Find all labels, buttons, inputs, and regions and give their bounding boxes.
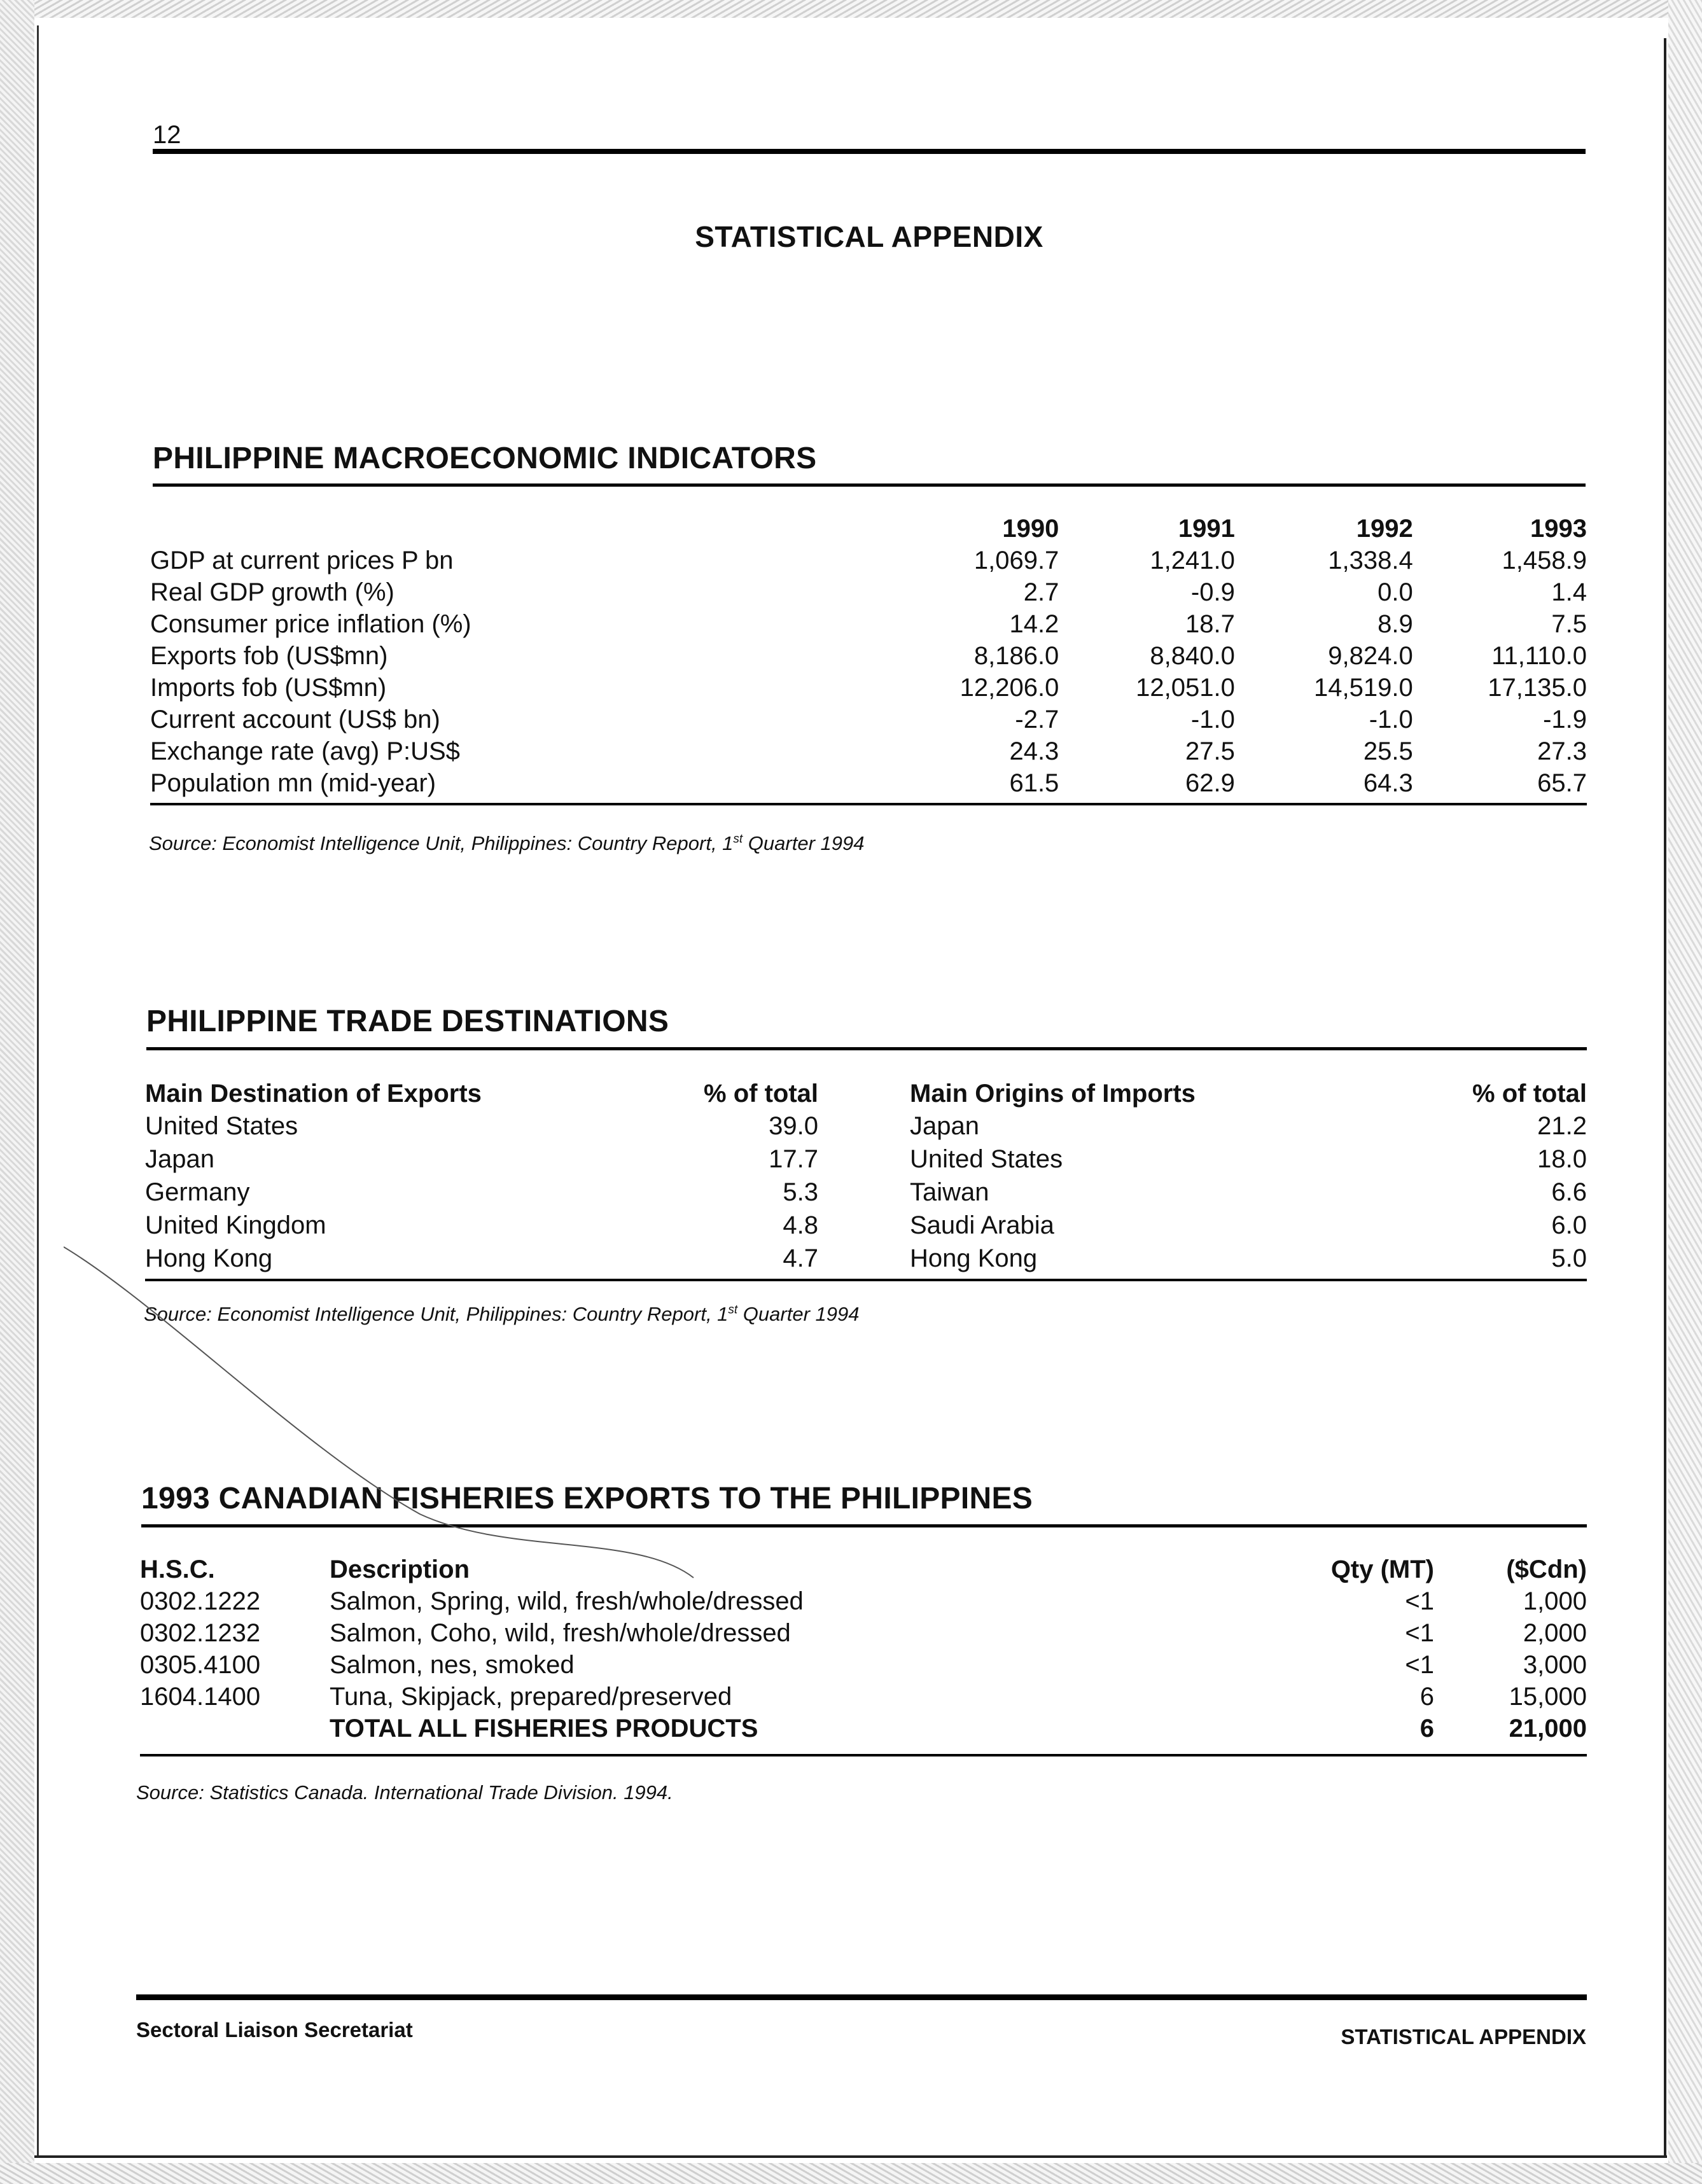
- country-share: 17.7: [769, 1145, 818, 1173]
- quantity-mt: <1: [1405, 1619, 1434, 1647]
- macro-row: [150, 608, 1587, 640]
- exports-row: [145, 1176, 818, 1209]
- year-header: 1993: [1530, 515, 1587, 543]
- page-border-right: [1664, 38, 1666, 2157]
- header-rule: [153, 149, 1586, 154]
- fisheries-bottom-rule: [140, 1754, 1587, 1756]
- product-description: Tuna, Skipjack, prepared/preserved: [330, 1683, 732, 1711]
- indicator-value: -1.9: [1543, 706, 1587, 734]
- indicator-value: 12,051.0: [1136, 674, 1235, 702]
- indicator-value: 8.9: [1378, 610, 1413, 638]
- macro-header-row: [150, 513, 1587, 545]
- imports-pct-header: % of total: [1472, 1080, 1587, 1108]
- exports-row: [145, 1143, 818, 1176]
- indicator-value: 27.3: [1537, 737, 1587, 765]
- hsc-header: H.S.C.: [140, 1555, 215, 1583]
- scan-edge-bottom: [0, 2163, 1702, 2184]
- indicator-label: Exchange rate (avg) P:US$: [150, 737, 460, 765]
- pen-mark: [64, 1234, 764, 1590]
- quantity-mt: 6: [1419, 1715, 1434, 1742]
- page-border-bottom: [34, 2155, 1667, 2158]
- macro-row: [150, 545, 1587, 576]
- indicator-value: 14,519.0: [1314, 674, 1413, 702]
- indicator-value: 1,069.7: [973, 546, 1059, 574]
- hsc-code: 0302.1222: [140, 1587, 261, 1615]
- qty-header: Qty (MT): [1330, 1555, 1434, 1583]
- fisheries-source-note: Source: Statistics Canada. International Trade Division. 1994.: [136, 1781, 673, 1804]
- product-description: TOTAL ALL FISHERIES PRODUCTS: [330, 1715, 758, 1742]
- scan-edge-left: [0, 0, 34, 2184]
- country-share: 21.2: [1537, 1112, 1587, 1140]
- indicator-value: 1.4: [1551, 578, 1587, 606]
- exports-header: Main Destination of Exports: [145, 1080, 482, 1108]
- product-description: Salmon, Spring, wild, fresh/whole/dressed: [330, 1587, 804, 1615]
- indicator-value: 17,135.0: [1488, 674, 1587, 702]
- indicator-value: 12,206.0: [959, 674, 1059, 702]
- indicator-label: GDP at current prices P bn: [150, 546, 454, 574]
- indicator-value: 27.5: [1185, 737, 1235, 765]
- imports-header: Main Origins of Imports: [910, 1080, 1196, 1108]
- country-name: Hong Kong: [145, 1244, 273, 1272]
- year-header: 1991: [1178, 515, 1235, 543]
- indicator-label: Real GDP growth (%): [150, 578, 394, 606]
- macro-row: [150, 704, 1587, 735]
- value-cdn: 21,000: [1509, 1715, 1587, 1742]
- country-name: Saudi Arabia: [910, 1211, 1054, 1239]
- indicator-value: 64.3: [1363, 769, 1413, 797]
- country-share: 5.3: [783, 1178, 818, 1206]
- page-border-left: [37, 25, 39, 2157]
- indicator-value: 1,338.4: [1328, 546, 1413, 574]
- country-share: 18.0: [1537, 1145, 1587, 1173]
- macro-indicators-table: [150, 513, 1587, 799]
- imports-row: [910, 1143, 1587, 1176]
- macro-row: [150, 735, 1587, 767]
- scan-edge-right: [1668, 0, 1702, 2184]
- indicator-value: -1.0: [1190, 706, 1235, 734]
- indicator-value: 8,186.0: [973, 642, 1059, 670]
- country-share: 6.0: [1551, 1211, 1587, 1239]
- indicator-value: 65.7: [1537, 769, 1587, 797]
- trade-top-rule: [146, 1047, 1587, 1050]
- macro-row: [150, 767, 1587, 799]
- fisheries-section-title: 1993 CANADIAN FISHERIES EXPORTS TO THE PHILIPPINES: [141, 1482, 1033, 1515]
- indicator-value: 61.5: [1009, 769, 1059, 797]
- value-cdn: 1,000: [1523, 1587, 1587, 1615]
- country-name: Germany: [145, 1178, 250, 1206]
- country-name: United Kingdom: [145, 1211, 326, 1239]
- indicator-label: Consumer price inflation (%): [150, 610, 471, 638]
- country-share: 4.8: [783, 1211, 818, 1239]
- indicator-value: 24.3: [1009, 737, 1059, 765]
- country-share: 6.6: [1551, 1178, 1587, 1206]
- value-cdn: 2,000: [1523, 1619, 1587, 1647]
- fisheries-row: [140, 1649, 1587, 1681]
- fisheries-row: [140, 1681, 1587, 1713]
- indicator-value: -2.7: [1015, 706, 1059, 734]
- macro-source-note: Source: Economist Intelligence Unit, Philippines: Country Report, 1st Quarter 1994: [149, 832, 865, 854]
- imports-header-row: [910, 1078, 1587, 1109]
- quantity-mt: 6: [1419, 1683, 1434, 1711]
- quantity-mt: <1: [1405, 1587, 1434, 1615]
- country-share: 5.0: [1551, 1244, 1587, 1272]
- trade-section-title: PHILIPPINE TRADE DESTINATIONS: [146, 1005, 669, 1038]
- imports-row: [910, 1176, 1587, 1209]
- indicator-value: 1,241.0: [1150, 546, 1235, 574]
- macro-label-header: [150, 513, 737, 545]
- description-header: Description: [330, 1555, 470, 1583]
- product-description: Salmon, Coho, wild, fresh/whole/dressed: [330, 1619, 791, 1647]
- macro-section-title: PHILIPPINE MACROECONOMIC INDICATORS: [153, 442, 817, 475]
- footer-left-text: Sectoral Liaison Secretariat: [136, 2018, 413, 2041]
- indicator-label: Current account (US$ bn): [150, 706, 440, 734]
- indicator-value: 25.5: [1363, 737, 1413, 765]
- country-name: Japan: [910, 1112, 979, 1140]
- country-name: Hong Kong: [910, 1244, 1038, 1272]
- quantity-mt: <1: [1405, 1651, 1434, 1679]
- hsc-code: 0302.1232: [140, 1619, 261, 1647]
- indicator-label: Imports fob (US$mn): [150, 674, 387, 702]
- value-cdn: 3,000: [1523, 1651, 1587, 1679]
- value-header: ($Cdn): [1506, 1555, 1587, 1583]
- footer-right-text: STATISTICAL APPENDIX: [1341, 2025, 1586, 2048]
- fisheries-total-row: [140, 1713, 1587, 1744]
- page-number: 12: [153, 121, 181, 149]
- indicator-value: 7.5: [1551, 610, 1587, 638]
- fisheries-row: [140, 1617, 1587, 1649]
- indicator-value: 0.0: [1378, 578, 1413, 606]
- indicator-value: 14.2: [1009, 610, 1059, 638]
- indicator-label: Exports fob (US$mn): [150, 642, 388, 670]
- page-title: STATISTICAL APPENDIX: [695, 220, 1043, 253]
- indicator-value: 62.9: [1185, 769, 1235, 797]
- indicator-value: 9,824.0: [1328, 642, 1413, 670]
- product-description: Salmon, nes, smoked: [330, 1651, 575, 1679]
- macro-row: [150, 640, 1587, 672]
- imports-row: [910, 1242, 1587, 1275]
- hsc-code: 0305.4100: [140, 1651, 261, 1679]
- macro-top-rule: [153, 483, 1586, 487]
- imports-row: [910, 1209, 1587, 1242]
- indicator-value: 8,840.0: [1150, 642, 1235, 670]
- year-header: 1990: [1002, 515, 1059, 543]
- country-name: United States: [910, 1145, 1063, 1173]
- footer-rule: [136, 1994, 1587, 2000]
- country-name: United States: [145, 1112, 298, 1140]
- indicator-value: -1.0: [1369, 706, 1413, 734]
- country-name: Japan: [145, 1145, 214, 1173]
- indicator-value: 1,458.9: [1502, 546, 1587, 574]
- hsc-code: [140, 1713, 330, 1744]
- year-header: 1992: [1356, 515, 1413, 543]
- exports-row: [145, 1109, 818, 1143]
- scan-edge-top: [0, 0, 1702, 18]
- indicator-value: 18.7: [1185, 610, 1235, 638]
- indicator-value: 11,110.0: [1491, 642, 1587, 670]
- hsc-code: 1604.1400: [140, 1683, 261, 1711]
- macro-row: [150, 576, 1587, 608]
- indicator-value: -0.9: [1190, 578, 1235, 606]
- imports-row: [910, 1109, 1587, 1143]
- trade-source-note: Source: Economist Intelligence Unit, Philippines: Country Report, 1st Quarter 1994: [144, 1303, 860, 1325]
- country-share: 4.7: [783, 1244, 818, 1272]
- value-cdn: 15,000: [1509, 1683, 1587, 1711]
- imports-table: [910, 1078, 1587, 1275]
- exports-pct-header: % of total: [704, 1080, 818, 1108]
- country-name: Taiwan: [910, 1178, 989, 1206]
- macro-bottom-rule: [150, 803, 1587, 805]
- country-share: 39.0: [769, 1112, 818, 1140]
- macro-row: [150, 672, 1587, 704]
- indicator-value: 2.7: [1023, 578, 1059, 606]
- exports-header-row: [145, 1078, 818, 1109]
- indicator-label: Population mn (mid-year): [150, 769, 436, 797]
